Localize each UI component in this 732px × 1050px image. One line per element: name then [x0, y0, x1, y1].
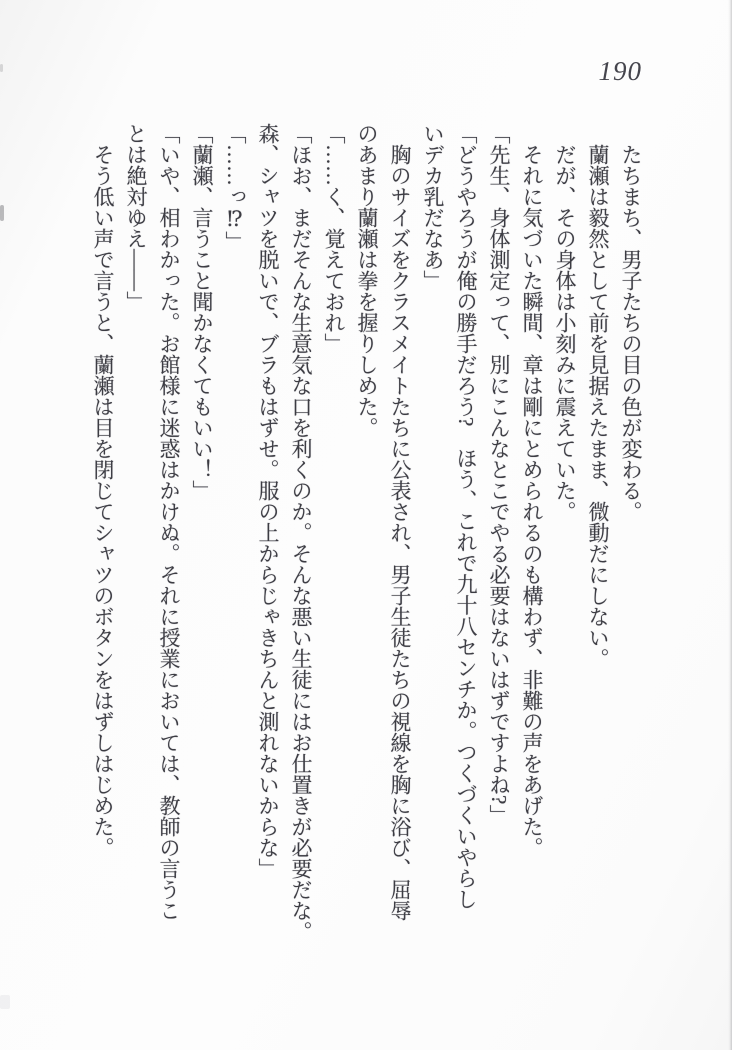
text-line-3: だが、その身体は小刻みに震えていた。 [553, 144, 577, 522]
text-line-9: のあまり蘭瀬は拳を握りしめた。 [355, 123, 379, 438]
scan-edge-shadow [728, 0, 732, 1050]
text-line-8: 胸のサイズをクラスメイトたちに公表され、男子生徒たちの視線を胸に浴び、屈辱 [388, 144, 412, 921]
page-number: 190 [598, 56, 642, 86]
vertical-text-block [86, 123, 647, 1023]
text-line-11: 「ほお、まだそんな生意気な口を利くのか。そんな悪い生徒にはお仕置きが必要だな。 [289, 123, 313, 942]
scan-artifact [0, 205, 4, 221]
text-line-15: 「いや、相わかった。お館様に迷惑はかけぬ。それに授業においては、教師の言うこ [157, 123, 181, 921]
text-line-12: 森、シャツを脱いで、ブラもはずせ。服の上からじゃきちんと測れないからな」 [256, 123, 280, 879]
text-line-6: 「どうやろうが俺の勝手だろう? ほう、これで九十八センチか。つくづくいやらし [454, 123, 478, 910]
text-line-5: 「先生、身体測定って、別にこんなとこでやる必要はないはずですよね?」 [487, 123, 511, 826]
text-line-16: とは絶対ゆえ——」 [124, 123, 148, 312]
text-line-2: 蘭瀬は毅然として前を見据えたまま、微動だにしない。 [586, 144, 610, 669]
text-line-10: 「……く、覚えておれ」 [322, 123, 346, 354]
text-line-17: そう低い声で言うと、蘭瀬は目を閉じてシャツのボタンをはずしはじめた。 [91, 144, 115, 858]
text-line-14: 「蘭瀬、言うこと聞かなくてもいい！」 [190, 123, 214, 501]
scan-artifact [0, 64, 3, 72]
text-line-13: 「……っ⁉」 [223, 123, 247, 252]
text-line-7: いデカ乳だなあ」 [421, 123, 445, 291]
scan-artifact [0, 995, 10, 1009]
text-line-1: たちまち、男子たちの目の色が変わる。 [619, 144, 643, 522]
text-line-4: それに気づいた瞬間、章は剛にとめられるのも構わず、非難の声をあげた。 [520, 144, 544, 858]
